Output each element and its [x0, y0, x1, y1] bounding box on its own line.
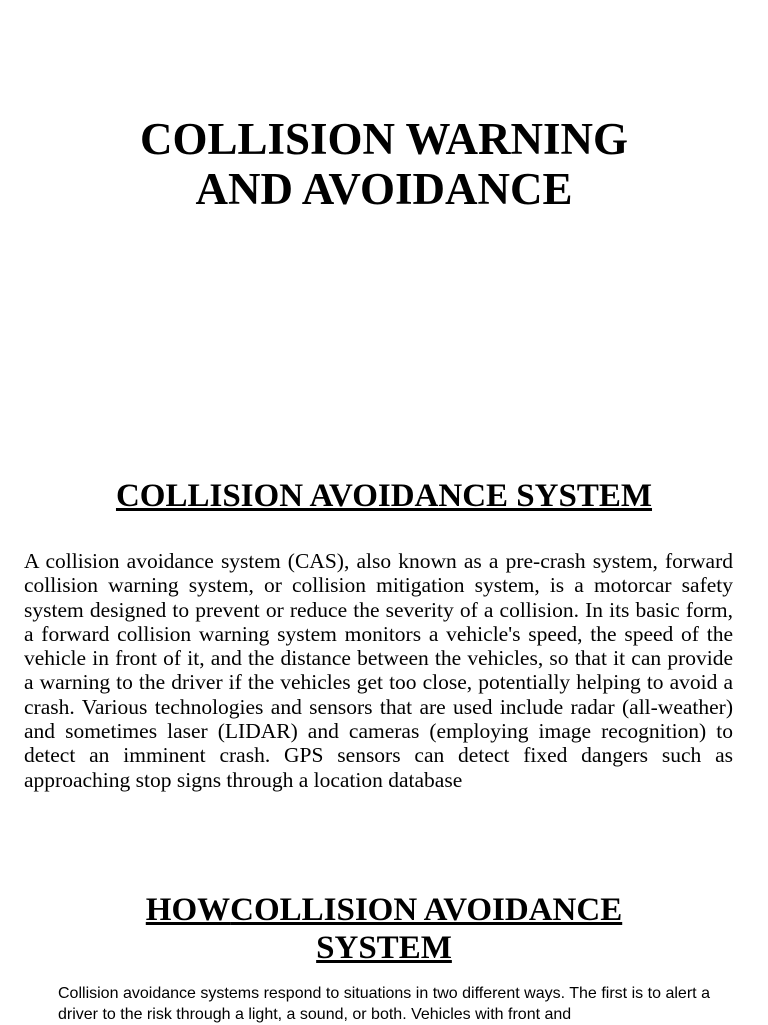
section-heading-collision-avoidance-system: COLLISION AVOIDANCE SYSTEM: [115, 478, 653, 514]
body-paragraph-cas-definition: A collision avoidance system (CAS), also known as a pre-crash system, forward collision warning system, or collision mitigation system, is a motorcar safety system designed to prevent or reduce the severity of a collision. In its basic form, a forward collision warning system monitors a vehicle's speed, the speed of the vehicle in front of it, and the distance between the vehicles, so that it can provide a warning to the driver if the vehicles get too close, potentially helping to avoid a crash. Various technologies and sensors that are used include radar (all-weather) and sometimes laser (LIDAR) and cameras (employing image recognition) to detect an imminent crash. GPS sensors can detect fixed dangers such as approaching stop signs through a location database: [24, 549, 733, 792]
title-line-2: AND AVOIDANCE: [195, 164, 573, 214]
heading-bold-line-1: COLLISION AVOIDANCE: [230, 892, 623, 928]
page-title: [0, 114, 768, 214]
heading-prefix: HOW: [145, 892, 231, 928]
title-line-1: COLLISION WARNING: [139, 114, 629, 164]
heading-bold-line-2: SYSTEM: [316, 930, 452, 966]
section-heading-how-cas-works: [0, 891, 768, 967]
body-paragraph-how-cas-responds: Collision avoidance systems respond to situations in two different ways. The first is to alert a driver to the risk through a light, a sound, or both. Vehicles with front and: [58, 985, 710, 1023]
